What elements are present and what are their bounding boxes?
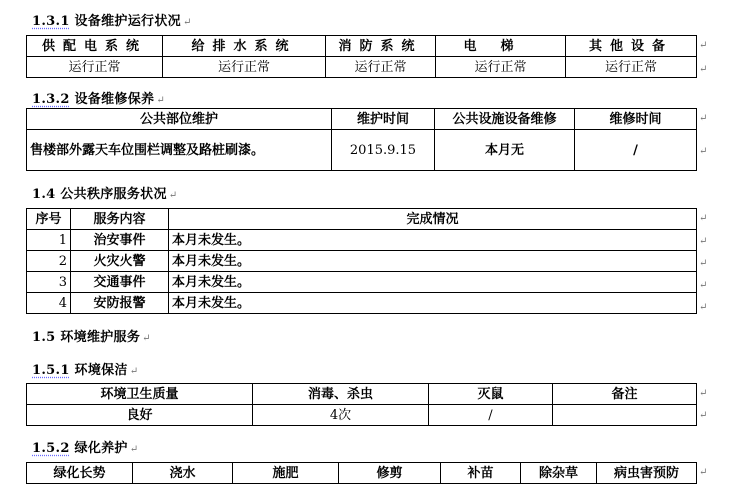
section-title: 绿化养护 xyxy=(74,441,128,456)
row-end-mark-icon: ↵ xyxy=(699,280,708,291)
table-cell: 交通事件 xyxy=(71,272,169,293)
section-heading-1-5-2 xyxy=(32,437,138,456)
section-number: 1.5 xyxy=(32,330,56,345)
header-cell: 服务内容 xyxy=(71,209,169,230)
section-heading-1-5 xyxy=(32,326,151,345)
table-cell: 运行正常 xyxy=(436,57,566,78)
paragraph-mark-icon: ↵ xyxy=(168,190,178,201)
header-cell: 序号 xyxy=(27,209,71,230)
table-cell: 售楼部外露天车位围栏调整及路桩刷漆。 xyxy=(27,130,332,171)
section-number: 1.4 xyxy=(32,187,56,202)
table-cell: 3 xyxy=(27,272,71,293)
table-cell: 运行正常 xyxy=(163,57,326,78)
section-title: 设备维修保养 xyxy=(74,92,155,107)
section-heading-1-5-1 xyxy=(32,359,138,378)
section-number: 1.3.2 xyxy=(32,92,70,107)
header-cell: 供配电系统 xyxy=(27,36,163,57)
section-heading-1-4 xyxy=(32,183,177,202)
paragraph-mark-icon: ↵ xyxy=(129,444,139,455)
header-cell: 电梯 xyxy=(436,36,566,57)
table-row xyxy=(27,57,697,78)
table-cell: 4次 xyxy=(253,405,429,426)
header-cell: 维修时间 xyxy=(575,109,697,130)
table-row xyxy=(27,230,697,251)
table-header-row xyxy=(27,209,697,230)
header-cell: 灭鼠 xyxy=(429,384,553,405)
table-header-row xyxy=(27,384,697,405)
section-number: 1.5.2 xyxy=(32,441,70,456)
section-title: 公共秩序服务状况 xyxy=(60,187,167,202)
greening-maintenance-table xyxy=(26,462,697,484)
header-cell: 维护时间 xyxy=(332,109,435,130)
row-end-mark-icon: ↵ xyxy=(699,388,708,399)
equipment-maintenance-table xyxy=(26,108,697,171)
header-cell: 补苗 xyxy=(441,463,521,484)
table-cell: 2015.9.15 xyxy=(332,130,435,171)
header-cell: 修剪 xyxy=(339,463,441,484)
header-cell: 浇水 xyxy=(133,463,233,484)
table-cell: 本月无 xyxy=(435,130,575,171)
equipment-status-table xyxy=(26,35,697,78)
table-row xyxy=(27,293,697,314)
table-row xyxy=(27,251,697,272)
header-cell: 病虫害预防 xyxy=(597,463,697,484)
table-cell: 本月未发生。 xyxy=(169,272,697,293)
table-cell: 本月未发生。 xyxy=(169,230,697,251)
table-cell: 良好 xyxy=(27,405,253,426)
paragraph-mark-icon: ↵ xyxy=(129,366,139,377)
paragraph-mark-icon: ↵ xyxy=(182,17,192,28)
section-title: 设备维护运行状况 xyxy=(74,14,181,29)
header-cell: 公共设施设备维修 xyxy=(435,109,575,130)
table-row xyxy=(27,130,697,171)
table-header-row xyxy=(27,463,697,484)
row-end-mark-icon: ↵ xyxy=(699,40,708,51)
table-cell: 运行正常 xyxy=(326,57,436,78)
table-cell: 运行正常 xyxy=(27,57,163,78)
table-cell xyxy=(553,405,697,426)
header-cell: 给排水系统 xyxy=(163,36,326,57)
row-end-mark-icon: ↵ xyxy=(699,64,708,75)
table-row xyxy=(27,405,697,426)
public-order-table xyxy=(26,208,697,314)
header-cell: 环境卫生质量 xyxy=(27,384,253,405)
row-end-mark-icon: ↵ xyxy=(699,410,708,421)
section-title: 环境维护服务 xyxy=(60,330,141,345)
table-cell: 4 xyxy=(27,293,71,314)
section-title: 环境保洁 xyxy=(74,363,128,378)
row-end-mark-icon: ↵ xyxy=(699,258,708,269)
paragraph-mark-icon: ↵ xyxy=(142,333,151,344)
row-end-mark-icon: ↵ xyxy=(699,302,708,313)
row-end-mark-icon: ↵ xyxy=(699,467,708,478)
header-cell: 绿化长势 xyxy=(27,463,133,484)
table-cell: 治安事件 xyxy=(71,230,169,251)
paragraph-mark-icon: ↵ xyxy=(156,95,166,106)
header-cell: 施肥 xyxy=(233,463,339,484)
header-cell: 消防系统 xyxy=(326,36,436,57)
table-cell: 运行正常 xyxy=(566,57,697,78)
table-header-row xyxy=(27,36,697,57)
header-cell: 其他设备 xyxy=(566,36,697,57)
row-end-mark-icon: ↵ xyxy=(699,113,708,124)
section-number: 1.5.1 xyxy=(32,363,70,378)
header-cell: 公共部位维护 xyxy=(27,109,332,130)
section-heading-1-3-2 xyxy=(32,88,165,107)
header-cell: 备注 xyxy=(553,384,697,405)
row-end-mark-icon: ↵ xyxy=(699,146,708,157)
table-cell: / xyxy=(575,130,697,171)
header-cell: 消毒、杀虫 xyxy=(253,384,429,405)
header-cell: 除杂草 xyxy=(521,463,597,484)
table-cell: 1 xyxy=(27,230,71,251)
table-header-row xyxy=(27,109,697,130)
table-cell: / xyxy=(429,405,553,426)
section-heading-1-3-1 xyxy=(32,10,192,29)
section-number: 1.3.1 xyxy=(32,14,70,29)
table-cell: 本月未发生。 xyxy=(169,293,697,314)
table-cell: 火灾火警 xyxy=(71,251,169,272)
table-cell: 本月未发生。 xyxy=(169,251,697,272)
table-cell: 安防报警 xyxy=(71,293,169,314)
header-cell: 完成情况 xyxy=(169,209,697,230)
row-end-mark-icon: ↵ xyxy=(699,236,708,247)
table-cell: 2 xyxy=(27,251,71,272)
environment-cleaning-table xyxy=(26,383,697,426)
table-row xyxy=(27,272,697,293)
row-end-mark-icon: ↵ xyxy=(699,213,708,224)
